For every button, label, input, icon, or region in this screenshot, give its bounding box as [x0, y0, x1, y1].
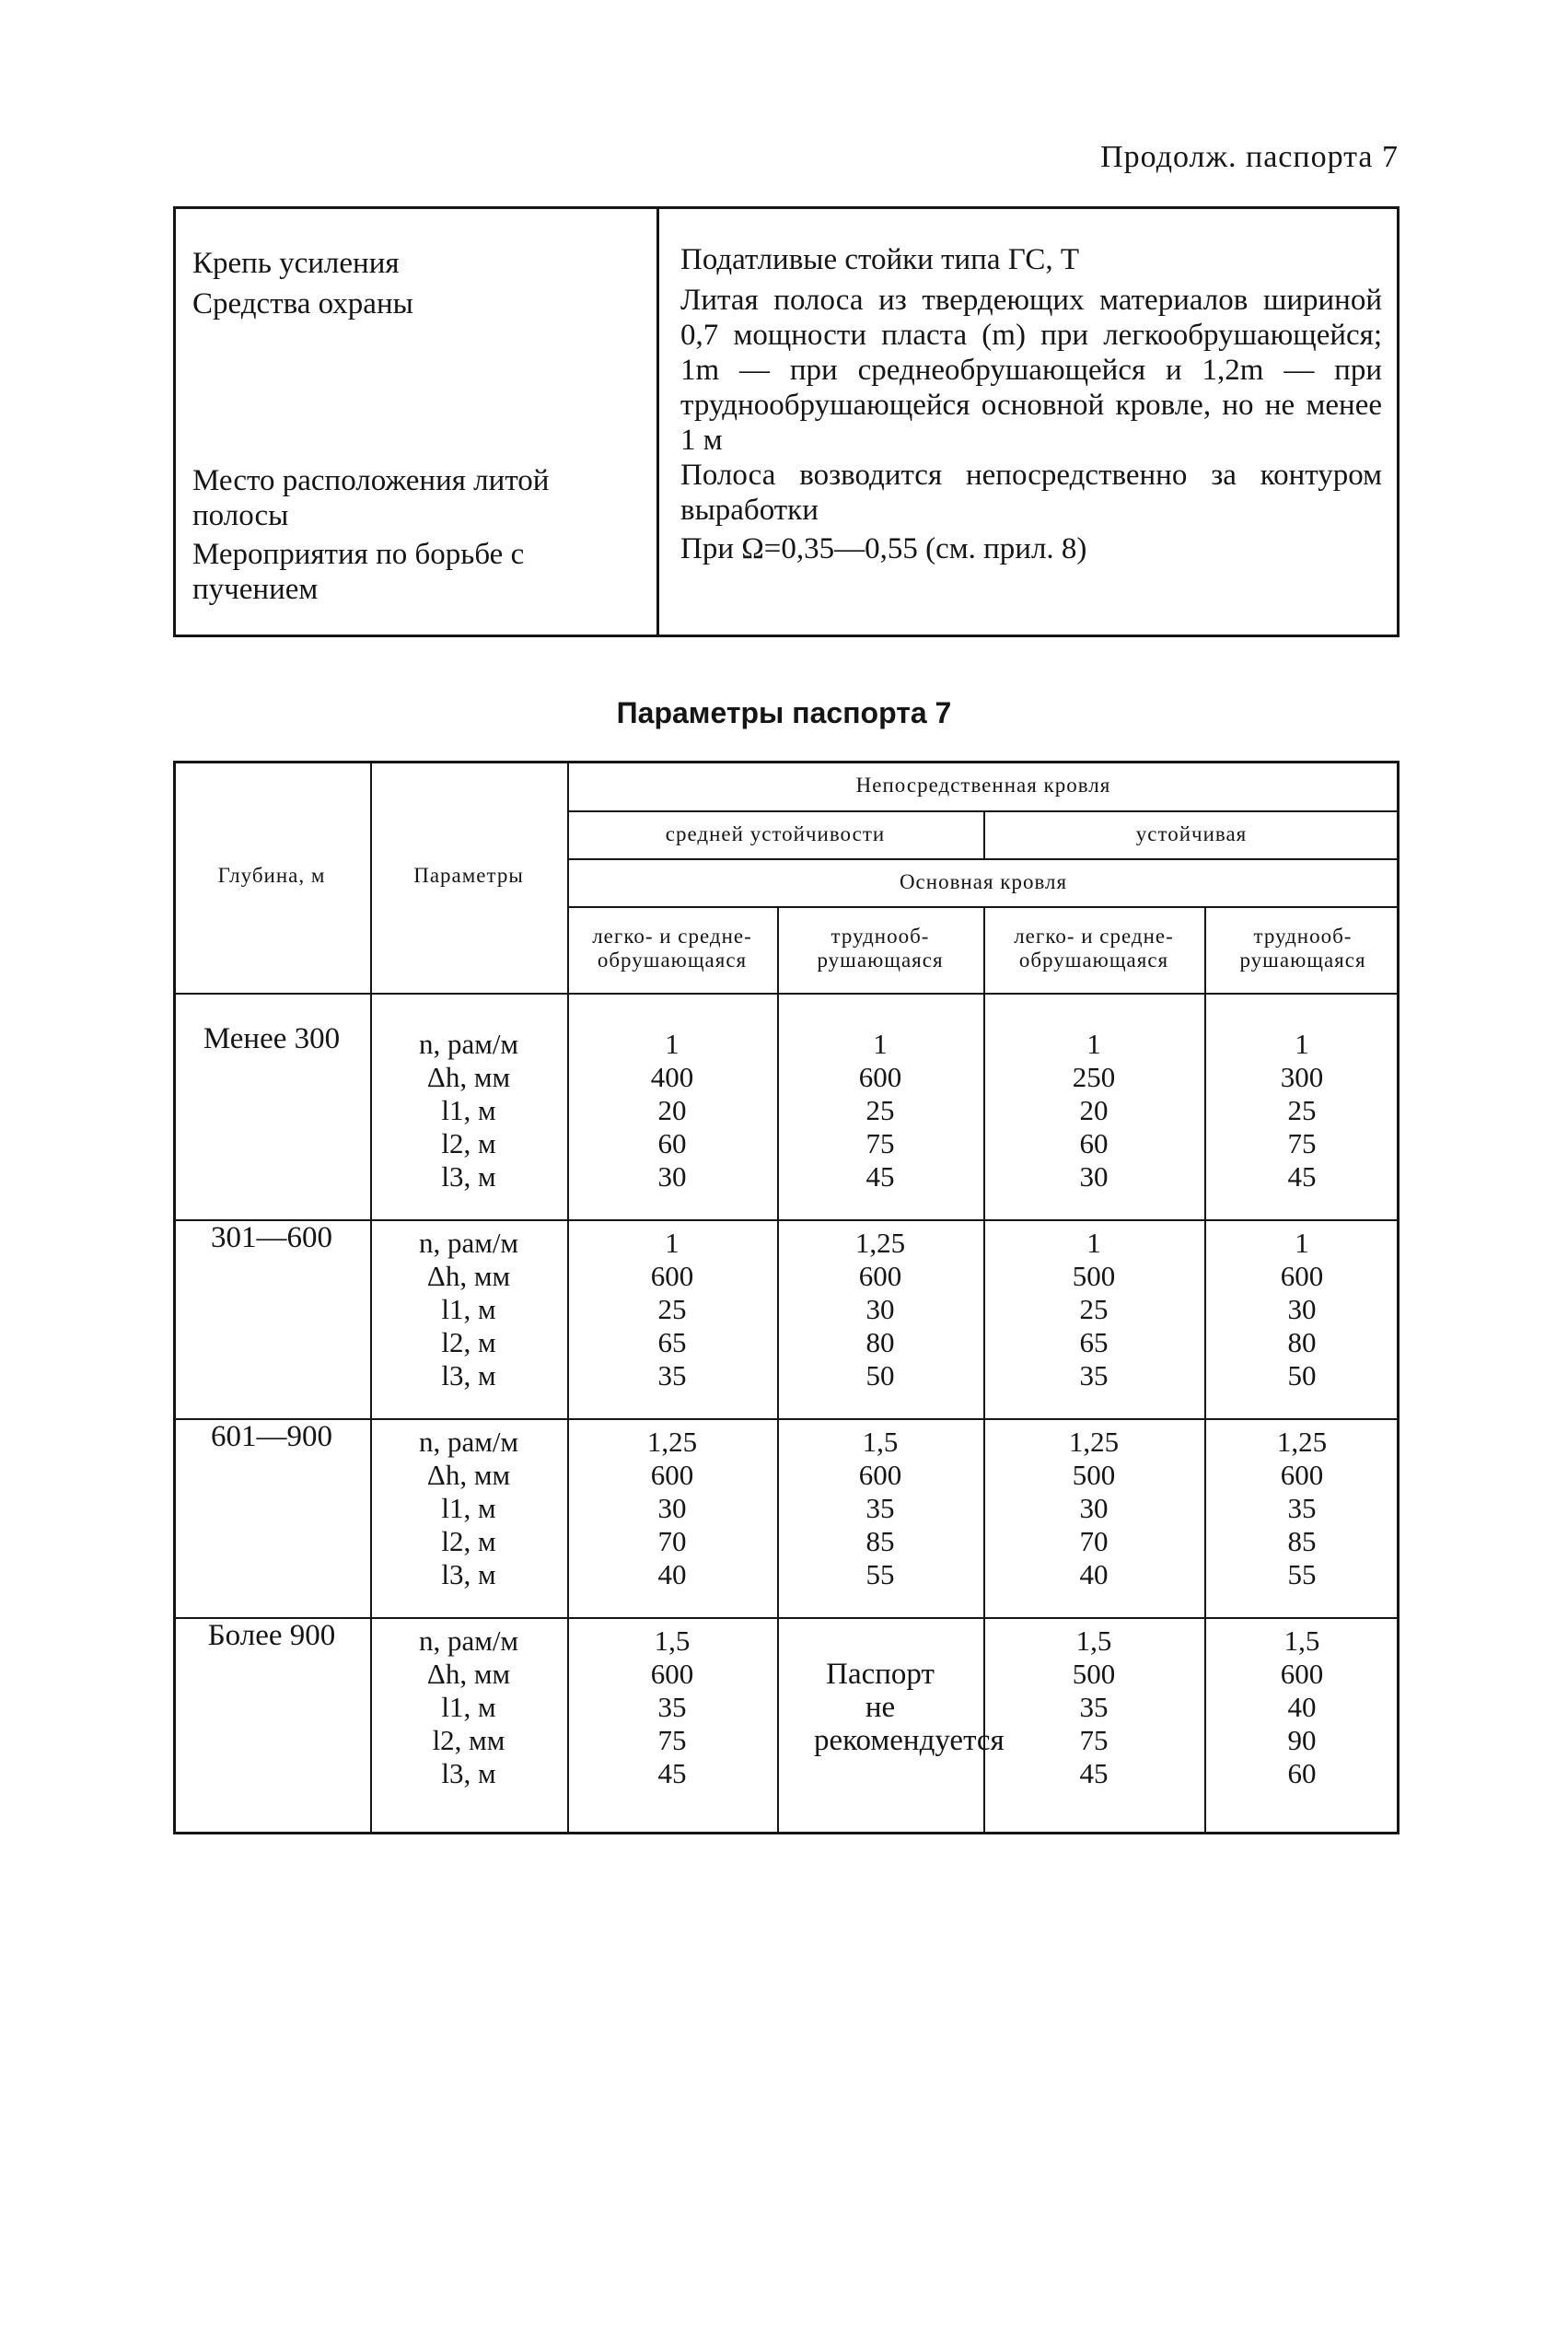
label-heave-measures: Мероприятия по борьбе с пучением [192, 538, 525, 606]
value-cell: 35 [657, 1691, 687, 1723]
value-cell: 30 [1287, 1293, 1317, 1325]
params-table [173, 761, 1400, 1834]
header-main-roof: Основная кровля [899, 870, 1068, 893]
value-cell: 600 [650, 1260, 694, 1292]
value-cell: 40 [657, 1558, 687, 1590]
value-cell: 90 [1287, 1724, 1317, 1756]
value-cell: 55 [1287, 1558, 1317, 1590]
value-cell: 75 [1287, 1127, 1317, 1159]
label-support: Крепь усиления [192, 247, 400, 280]
value-cell: 65 [1079, 1326, 1109, 1358]
value-cell: 80 [1287, 1326, 1317, 1358]
value-cell: 1 [1295, 1028, 1309, 1060]
value-protection: Литая полоса из твердеющих материалов шириной 0,7 мощности пласта (m) при легкообрушающейся; 1m — при среднеобрушающейся и 1,2m — при труднообрушающейся основной кровле, но не менее 1 м [680, 284, 1382, 457]
param-label: l3, м [441, 1558, 496, 1590]
value-cell: 30 [1079, 1160, 1109, 1193]
value-cell: 600 [650, 1459, 694, 1491]
value-cell: 55 [865, 1558, 895, 1590]
header-depth: Глубина, м [217, 864, 326, 887]
value-cell: 70 [657, 1525, 687, 1557]
value-cell: 1 [1086, 1028, 1101, 1060]
value-cell: 40 [1287, 1691, 1317, 1723]
value-cell: 50 [1287, 1359, 1317, 1392]
value-cell: 75 [1079, 1724, 1109, 1756]
value-cell: 600 [1280, 1459, 1324, 1491]
value-cell: 75 [865, 1127, 895, 1159]
value-cell: 75 [657, 1724, 687, 1756]
value-cell: 1,5 [654, 1624, 691, 1657]
value-cell: 1,25 [1276, 1426, 1328, 1458]
label-protection: Средства охраны [192, 287, 413, 320]
param-label: l3, м [441, 1757, 496, 1789]
value-cell: 1,5 [862, 1426, 899, 1458]
value-heave-measures: При Ω=0,35—0,55 (см. прил. 8) [680, 532, 1087, 565]
value-cell: 35 [657, 1359, 687, 1392]
depth-cell: 301—600 [211, 1221, 332, 1254]
value-strip-location: Полоса возводится непосредственно за контуром выработки [680, 459, 1382, 527]
value-cell: 500 [1072, 1658, 1116, 1690]
param-label: l1, м [441, 1094, 496, 1126]
params-title: Параметры паспорта 7 [616, 696, 952, 729]
header-medium-stability: средней устойчивости [665, 822, 886, 845]
header-col2: труднооб-рушающаяся [817, 925, 944, 972]
header-col3: легко- и средне-обрушающаяся [1014, 925, 1174, 972]
grid-line [173, 993, 1400, 995]
page-header: Продолж. паспорта 7 [1100, 140, 1399, 174]
param-label: l2, м [441, 1525, 496, 1557]
value-cell: 400 [650, 1061, 694, 1093]
depth-cell: Менее 300 [203, 1022, 341, 1055]
param-label: l3, м [441, 1359, 496, 1392]
param-label: l2, м [441, 1326, 496, 1358]
value-cell: 1,25 [854, 1227, 906, 1259]
value-cell: 45 [657, 1757, 687, 1789]
value-cell: 25 [865, 1094, 895, 1126]
param-label: Δh, мм [426, 1260, 511, 1292]
value-cell: 30 [1079, 1492, 1109, 1524]
header-stable: устойчивая [1135, 822, 1248, 845]
param-label: n, рам/м [418, 1426, 519, 1458]
value-cell: 45 [1079, 1757, 1109, 1789]
value-cell: 250 [1072, 1061, 1116, 1093]
value-cell: 80 [865, 1326, 895, 1358]
value-cell: 65 [657, 1326, 687, 1358]
param-label: n, рам/м [418, 1624, 519, 1657]
value-cell: 300 [1280, 1061, 1324, 1093]
param-label: l3, м [441, 1160, 496, 1193]
value-cell: 600 [858, 1061, 902, 1093]
value-cell: 60 [1079, 1127, 1109, 1159]
grid-line [567, 858, 1400, 860]
param-label: l1, м [441, 1293, 496, 1325]
value-cell: 500 [1072, 1459, 1116, 1491]
param-label: n, рам/м [418, 1227, 519, 1259]
value-cell: 70 [1079, 1525, 1109, 1557]
param-label: l1, м [441, 1492, 496, 1524]
column-divider [656, 209, 659, 635]
value-cell: 600 [1280, 1260, 1324, 1292]
header-col1: легко- и средне-обрушающаяся [592, 925, 752, 972]
value-cell: 25 [1287, 1094, 1317, 1126]
value-support: Податливые стойки типа ГС, Т [680, 243, 1080, 276]
param-label: Δh, мм [426, 1658, 511, 1690]
value-cell: 1 [873, 1028, 888, 1060]
info-table [173, 206, 1400, 637]
value-cell: 600 [858, 1260, 902, 1292]
header-params: Параметры [413, 864, 524, 887]
value-cell: 500 [1072, 1260, 1116, 1292]
value-cell: 35 [1287, 1492, 1317, 1524]
value-cell: 85 [865, 1525, 895, 1557]
value-cell: 50 [865, 1359, 895, 1392]
param-label: n, рам/м [418, 1028, 519, 1060]
value-cell: 35 [1079, 1359, 1109, 1392]
value-cell: 25 [657, 1293, 687, 1325]
value-cell: 1 [665, 1028, 679, 1060]
value-cell: 60 [1287, 1757, 1317, 1789]
value-cell: 1 [1295, 1227, 1309, 1259]
value-cell: 30 [865, 1293, 895, 1325]
value-cell: 1,25 [1068, 1426, 1120, 1458]
value-cell: 40 [1079, 1558, 1109, 1590]
header-immediate-roof: Непосредственная кровля [855, 774, 1111, 797]
value-cell: 30 [657, 1160, 687, 1193]
param-label: l1, м [441, 1691, 496, 1723]
param-label: Δh, мм [426, 1061, 511, 1093]
value-cell: 35 [1079, 1691, 1109, 1723]
value-cell: 1,5 [1075, 1624, 1112, 1657]
value-cell: 45 [865, 1160, 895, 1193]
value-cell: 85 [1287, 1525, 1317, 1557]
value-cell: 20 [1079, 1094, 1109, 1126]
value-cell: 1,5 [1283, 1624, 1320, 1657]
value-cell: 600 [858, 1459, 902, 1491]
value-cell: 600 [1280, 1658, 1324, 1690]
value-cell: 1,25 [646, 1426, 698, 1458]
value-cell: 25 [1079, 1293, 1109, 1325]
param-label: l2, мм [432, 1724, 505, 1756]
value-cell: 1 [1086, 1227, 1101, 1259]
depth-cell: Более 900 [207, 1619, 336, 1652]
value-cell: 30 [657, 1492, 687, 1524]
value-cell: 60 [657, 1127, 687, 1159]
label-strip-location: Место расположения литой полосы [192, 464, 550, 532]
value-cell: 45 [1287, 1160, 1317, 1193]
value-cell: 35 [865, 1492, 895, 1524]
value-cell: 20 [657, 1094, 687, 1126]
depth-cell: 601—900 [211, 1420, 332, 1453]
param-label: Δh, мм [426, 1459, 511, 1491]
not-recommended-note: Паспорт не рекомендуется [814, 1658, 1005, 1757]
value-cell: 1 [665, 1227, 679, 1259]
value-cell: 600 [650, 1658, 694, 1690]
header-col4: труднооб-рушающаяся [1239, 925, 1366, 972]
param-label: l2, м [441, 1127, 496, 1159]
